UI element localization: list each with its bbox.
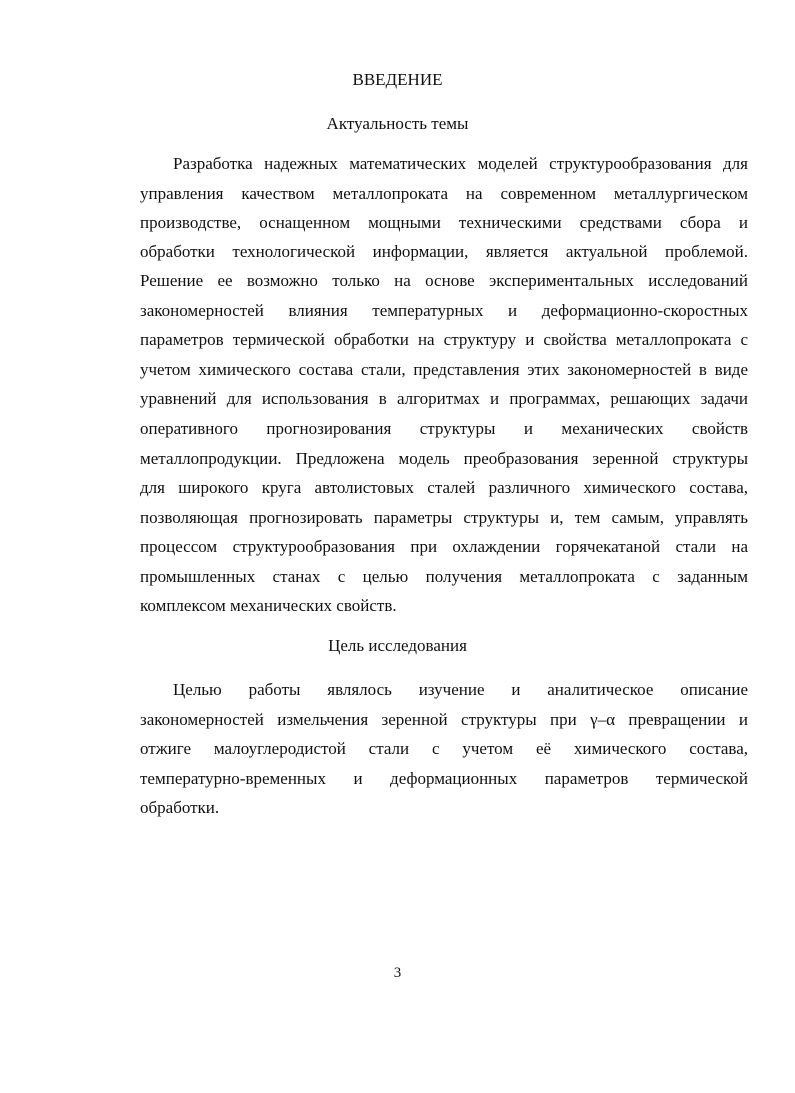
- text-line: для широкого круга автолистовых сталей различного химического состава,: [140, 478, 748, 497]
- text-line: уравнений для использования в алгоритмах и программах, решающих задачи: [140, 389, 748, 408]
- text-line: Разработка надежных математических моделей структурообразования для: [173, 154, 748, 173]
- text-line: закономерностей измельчения зеренной структуры при γ–α превращении и: [140, 710, 748, 729]
- text-line: отжиге малоуглеродистой стали с учетом её химического состава,: [140, 739, 748, 758]
- text-line: Решение ее возможно только на основе экспериментальных исследований: [140, 271, 748, 290]
- text-line: процессом структурообразования при охлаждении горячекатаной стали на: [140, 537, 748, 556]
- text-line: промышленных станах с целью получения металлопроката с заданным: [140, 567, 748, 586]
- text-line: комплексом механических свойств.: [140, 596, 397, 615]
- text-line: Целью работы являлось изучение и аналитическое описание: [173, 680, 748, 699]
- section-heading-goal: Цель исследования: [328, 636, 467, 655]
- text-line: металлопродукции. Предложена модель преобразования зеренной структуры: [140, 449, 748, 468]
- text-line: закономерностей влияния температурных и деформационно-скоростных: [140, 301, 748, 320]
- text-line: обработки.: [140, 798, 220, 817]
- text-line: параметров термической обработки на структуру и свойства металлопроката с: [140, 330, 748, 349]
- text-line: производстве, оснащенном мощными техническими средствами сбора и: [140, 213, 748, 232]
- section-heading-relevance: Актуальность темы: [326, 114, 469, 133]
- text-line: оперативного прогнозирования структуры и механических свойств: [140, 419, 748, 438]
- text-line: температурно-временных и деформационных параметров термической: [140, 769, 748, 788]
- text-line: учетом химического состава стали, представления этих закономерностей в виде: [140, 360, 748, 379]
- text-line: управления качеством металлопроката на современном металлургическом: [140, 184, 748, 203]
- page-number: 3: [393, 965, 402, 981]
- page-title: ВВЕДЕНИЕ: [352, 70, 443, 89]
- text-line: позволяющая прогнозировать параметры структуры и, тем самым, управлять: [140, 508, 748, 527]
- text-line: обработки технологической информации, является актуальной проблемой.: [140, 242, 748, 261]
